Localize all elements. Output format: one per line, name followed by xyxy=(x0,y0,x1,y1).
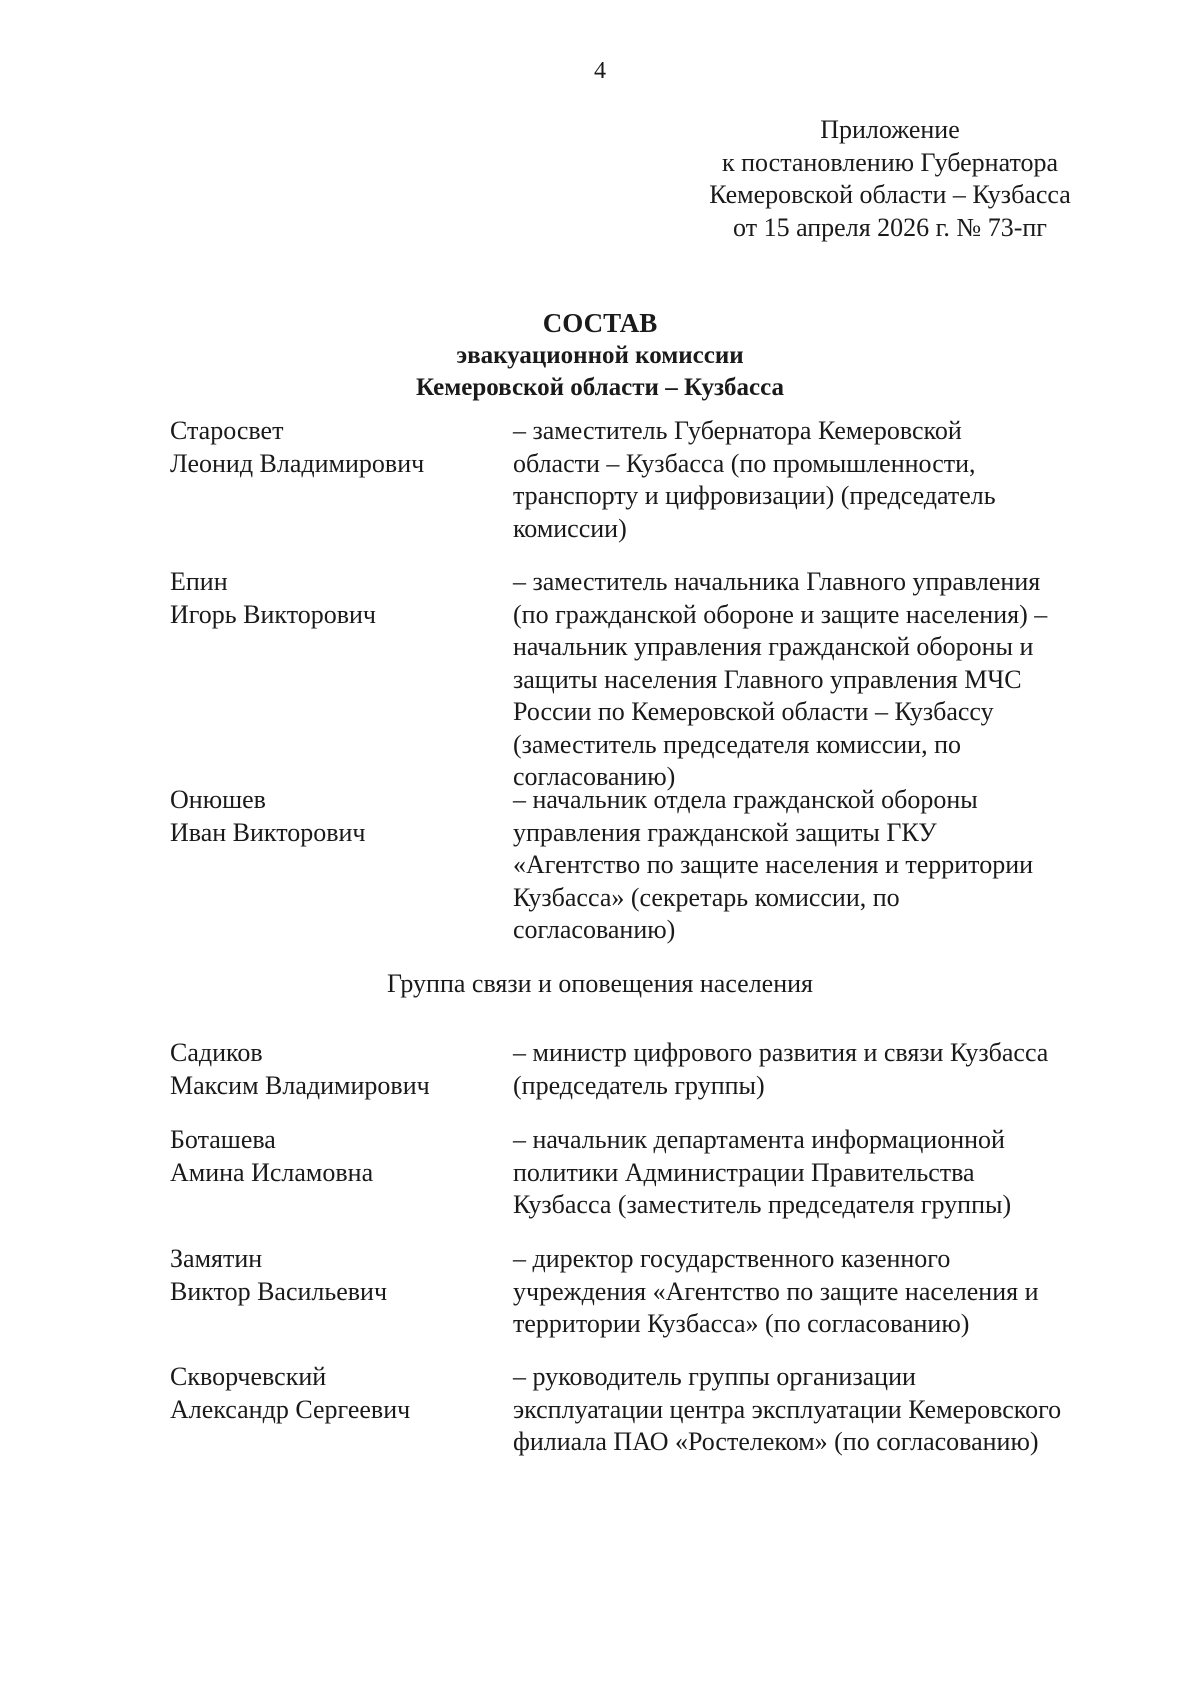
position-line: политики Администрации Правительства xyxy=(513,1157,975,1187)
position-line: России по Кемеровской области – Кузбассу xyxy=(513,697,994,726)
position-line: «Агентство по защите населения и территории xyxy=(513,850,1034,879)
member-given-names: Максим Владимирович xyxy=(170,1070,430,1100)
position-line: – заместитель начальника Главного управления xyxy=(513,567,1041,596)
member-given-names: Амина Исламовна xyxy=(170,1157,374,1187)
member-name xyxy=(170,1361,490,1426)
member-position xyxy=(513,1124,1133,1222)
position-line: – начальник департамента информационной xyxy=(513,1125,1005,1154)
appendix-line: Кемеровской области – Кузбасса xyxy=(709,180,1071,209)
page-number: 4 xyxy=(594,58,606,84)
position-line: Кузбасса (заместитель председателя группы) xyxy=(513,1190,1012,1219)
member-name xyxy=(170,1124,490,1189)
member-name xyxy=(170,1243,490,1308)
position-line: защиты населения Главного управления МЧС xyxy=(513,664,1022,694)
group-members xyxy=(170,0,1130,1697)
position-line: – директор государственного казенного xyxy=(513,1244,951,1273)
member-surname: Скворчевский xyxy=(170,1362,327,1391)
position-line: (заместитель председателя комиссии, по xyxy=(513,729,961,759)
title-main: СОСТАВ xyxy=(542,308,658,338)
member-surname: Садиков xyxy=(170,1038,263,1067)
position-line: – начальник отдела гражданской обороны xyxy=(513,785,978,814)
position-line: – заместитель Губернатора Кемеровской xyxy=(513,416,962,445)
position-line: управления гражданской защиты ГКУ xyxy=(513,817,937,847)
member-given-names: Игорь Викторович xyxy=(170,599,376,629)
member-surname: Боташева xyxy=(170,1125,276,1154)
position-line: – руководитель группы организации xyxy=(513,1362,916,1391)
title-subtitle: Кемеровской области – Кузбасса xyxy=(415,374,785,401)
group-heading: Группа связи и оповещения населения xyxy=(386,969,814,998)
appendix-line: от 15 апреля 2026 г. № 73-пг xyxy=(733,212,1047,242)
position-line: начальник управления гражданской обороны и xyxy=(513,632,1034,661)
member-surname: Онюшев xyxy=(170,785,266,814)
title-subtitle: эвакуационной комиссии xyxy=(456,342,744,369)
member-given-names: Виктор Васильевич xyxy=(170,1276,388,1306)
position-line: комиссии) xyxy=(513,513,627,543)
position-line: Кузбасса» (секретарь комиссии, по xyxy=(513,882,900,912)
position-line: согласованию) xyxy=(513,762,676,791)
position-line: эксплуатации центра эксплуатации Кемеровского xyxy=(513,1394,1062,1424)
position-line: – министр цифрового развития и связи Кузбасса xyxy=(513,1038,1049,1067)
position-line: учреждения «Агентство по защите населения и xyxy=(513,1276,1039,1306)
position-line: территории Кузбасса» (по согласованию) xyxy=(513,1309,970,1338)
appendix-line: Приложение xyxy=(820,115,960,144)
position-line: (по гражданской обороне и защите населения) – xyxy=(513,599,1048,629)
member-position xyxy=(513,1361,1133,1459)
member-position xyxy=(513,1037,1133,1102)
member-given-names: Александр Сергеевич xyxy=(170,1394,411,1424)
position-line: филиала ПАО «Ростелеком» (по согласованию) xyxy=(513,1427,1039,1456)
position-line: транспорту и цифровизации) (председатель xyxy=(513,481,996,510)
member-position xyxy=(513,1243,1133,1341)
member-surname: Епин xyxy=(170,567,228,596)
position-line: области – Кузбасса (по промышленности, xyxy=(513,448,976,478)
member-given-names: Иван Викторович xyxy=(170,817,366,847)
member-given-names: Леонид Владимирович xyxy=(170,448,425,478)
member-surname: Старосвет xyxy=(170,416,284,445)
member-name xyxy=(170,1037,490,1102)
position-line: согласованию) xyxy=(513,915,676,944)
member-surname: Замятин xyxy=(170,1244,263,1273)
position-line: (председатель группы) xyxy=(513,1070,765,1100)
appendix-line: к постановлению Губернатора xyxy=(721,147,1059,177)
